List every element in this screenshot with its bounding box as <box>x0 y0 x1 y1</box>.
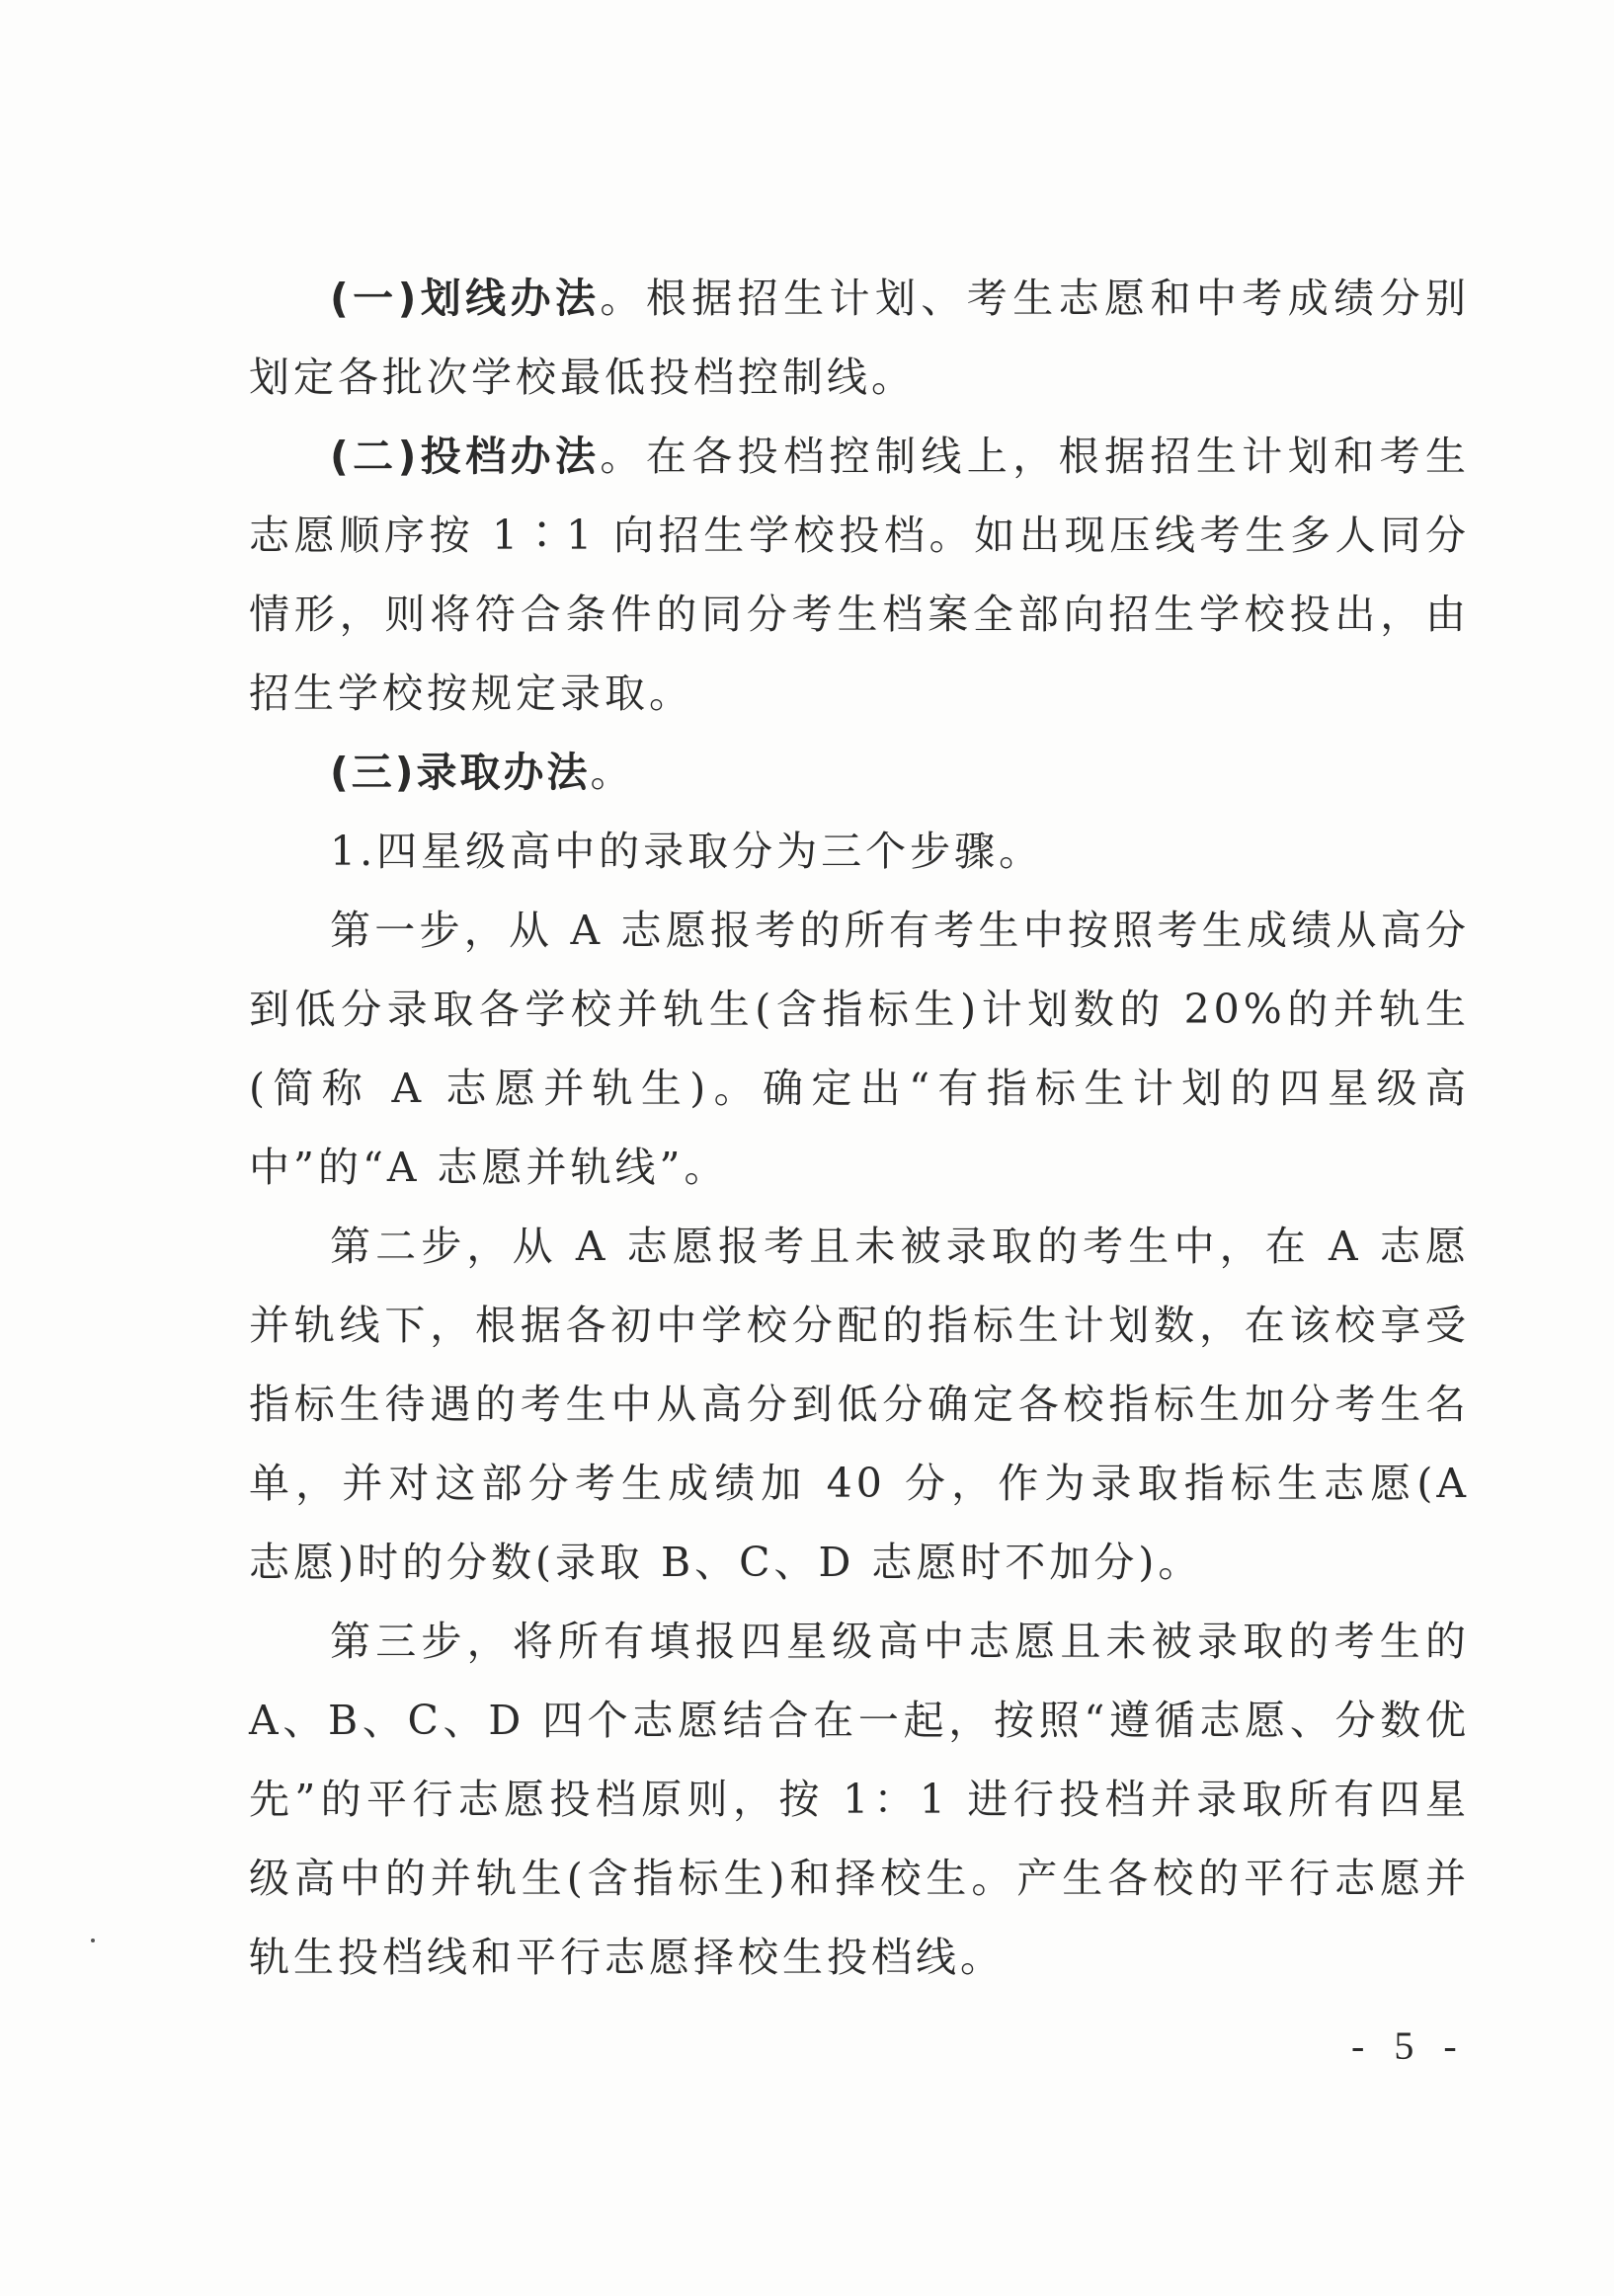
text-line-drawing-method: 。根据招生计划、考生志愿和中考成绩分别划定各批次学校最低投档控制线。 <box>249 275 1470 401</box>
text-step-one: 第一步，从 A 志愿报考的所有考生中按照考生成绩从高分到低分录取各学校并轨生(含指标生)计划数的 20%的并轨生(简称 A 志愿并轨生)。确定出“有指标生计划的四星级高中”的“A 志愿并轨线”。 <box>249 907 1470 1191</box>
text-step-two: 第二步，从 A 志愿报考且未被录取的考生中，在 A 志愿并轨线下，根据各初中学校分配的指标生计划数，在该校享受指标生待遇的考生中从高分到低分确定各校指标生加分考生名单，并对这部分考生成绩加 40 分，作为录取指标生志愿(A 志愿)时的分数(录取 B、C、D 志愿时不加分)。 <box>249 1223 1470 1586</box>
paragraph-four-star-intro <box>249 812 1470 891</box>
page-number: - 5 - <box>1351 2023 1467 2068</box>
text-four-star-intro: 1.四星级高中的录取分为三个步骤。 <box>330 828 1044 875</box>
paragraph-line-drawing-method <box>249 259 1470 417</box>
text-filing-method: 。在各投档控制线上，根据招生计划和考生志愿顺序按 1∶1 向招生学校投档。如出现压线考生多人同分情形，则将符合条件的同分考生档案全部向招生学校投出，由招生学校按规定录取。 <box>249 433 1470 717</box>
paragraph-admission-method <box>249 733 1470 812</box>
paragraph-step-one <box>249 891 1470 1207</box>
scan-speck <box>91 1939 95 1942</box>
text-step-three: 第三步，将所有填报四星级高中志愿且未被录取的考生的 A、B、C、D 四个志愿结合在一起，按照“遵循志愿、分数优先”的平行志愿投档原则，按 1：1 进行投档并录取所有四星级高中的并轨生(含指标生)和择校生。产生各校的平行志愿并轨生投档线和平行志愿择校生投档线。 <box>249 1618 1470 1981</box>
heading-admission-method: (三)录取办法 <box>330 749 591 796</box>
heading-filing-method: (二)投档办法 <box>330 433 601 480</box>
document-body <box>249 259 1470 1997</box>
text-admission-method: 。 <box>590 749 635 796</box>
paragraph-step-two <box>249 1207 1470 1602</box>
heading-line-drawing-method: (一)划线办法 <box>330 275 601 322</box>
paragraph-filing-method <box>249 417 1470 733</box>
paragraph-step-three <box>249 1602 1470 1997</box>
